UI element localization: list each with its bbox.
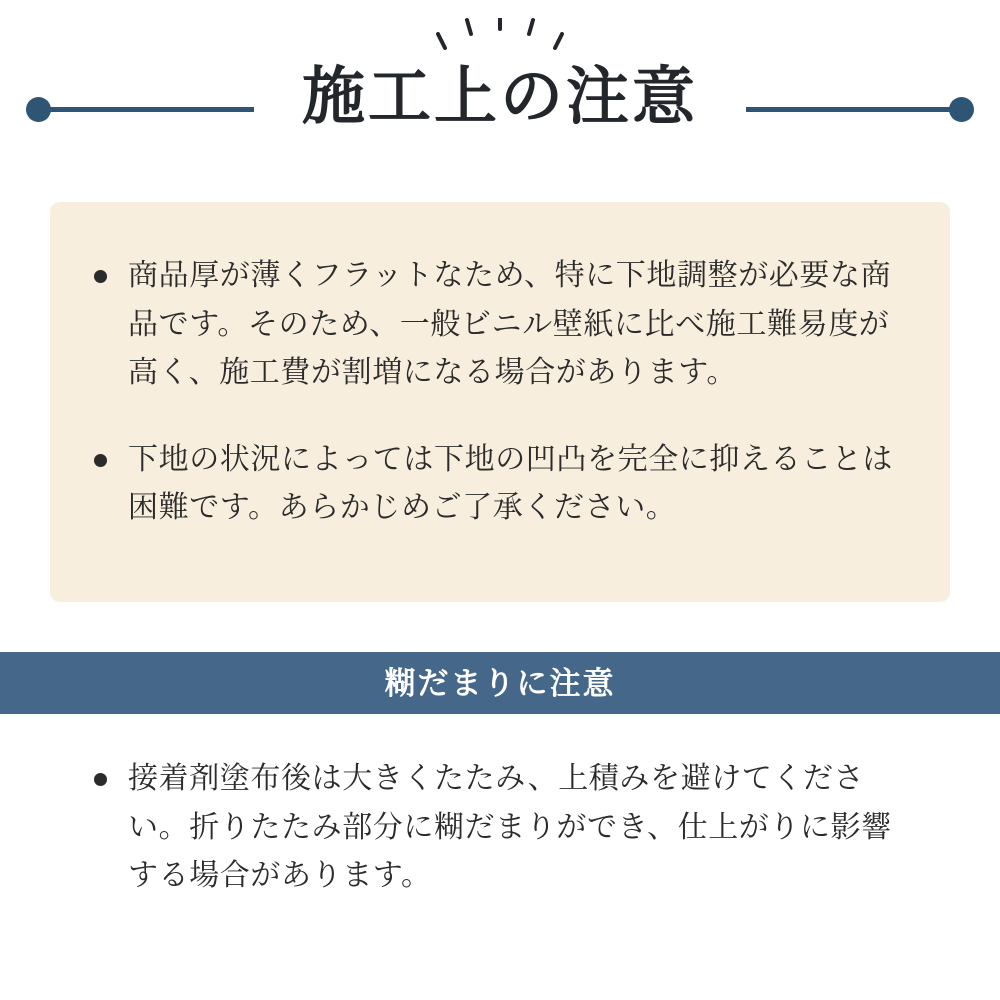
list-item: 商品厚が薄くフラットなため、特に下地調整が必要な商品です。そのため、一般ビニル壁紙に比べ施工難易度が高く、施工費が割増になる場合があります。 xyxy=(80,252,910,398)
header-dot-right xyxy=(949,97,974,122)
list-item: 下地の状況によっては下地の凹凸を完全に抑えることは困難です。あらかじめご了承ください。 xyxy=(80,436,910,533)
page-header xyxy=(0,0,1000,175)
section-title: 糊だまりに注意 xyxy=(384,665,616,701)
section-bullet-list xyxy=(50,755,950,901)
notice-bullet-list xyxy=(80,252,910,533)
page-title: 施工上の注意 xyxy=(302,62,698,132)
notice-card xyxy=(50,202,950,602)
section-band xyxy=(0,652,1000,714)
list-item: 接着剤塗布後は大きくたたみ、上積みを避けてください。折りたたみ部分に糊だまりができ、仕上がりに影響する場合があります。 xyxy=(80,755,910,901)
sparkle-burst-icon xyxy=(435,18,565,60)
header-rule-right xyxy=(746,107,956,112)
